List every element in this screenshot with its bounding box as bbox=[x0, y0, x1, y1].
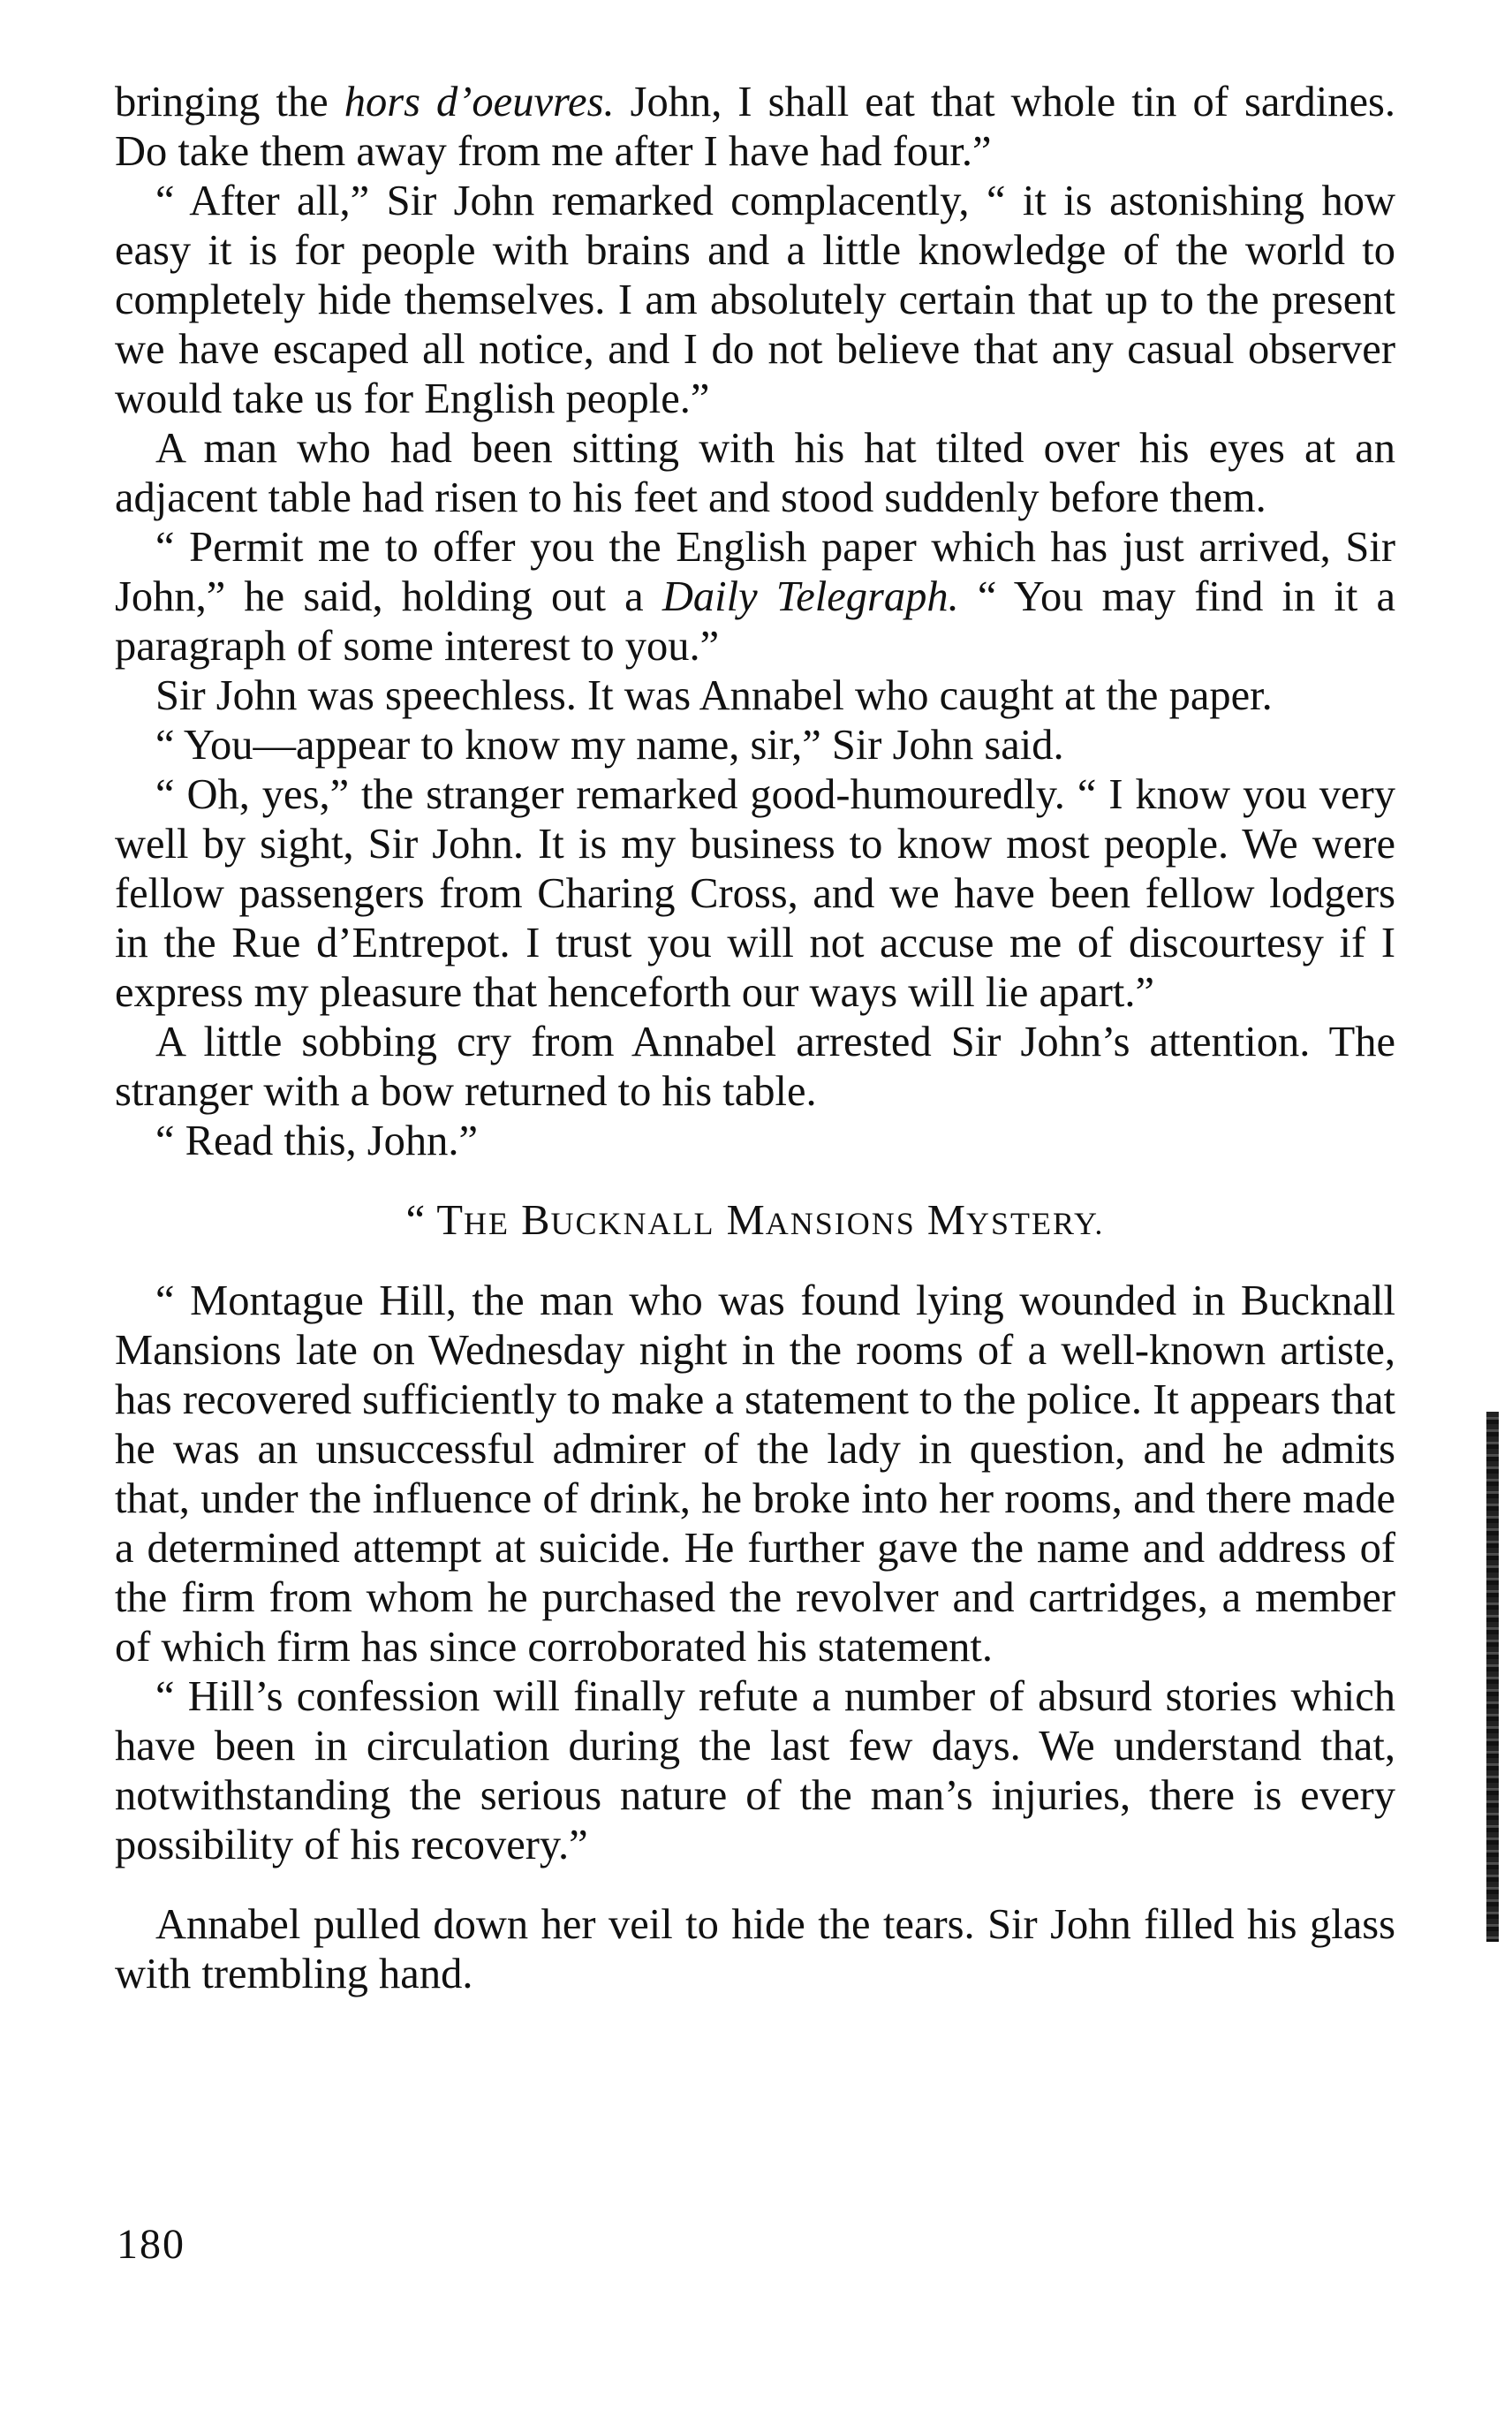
text-run: bringing the bbox=[115, 79, 344, 125]
text-run: John, I shall eat that whole tin of sardines. Do take them away from me after I have had four.” bbox=[115, 79, 1395, 175]
italic-text: hors d’oeuvres. bbox=[344, 79, 615, 125]
paragraph: Annabel pulled down her veil to hide the tears. Sir John filled his glass with trembling hand. bbox=[115, 1901, 1395, 1997]
paragraph: Sir John was speechless. It was Annabel who caught at the paper. bbox=[155, 672, 1273, 719]
text-run: “ Permit me to offer you the English paper which has just arrived, Sir John,” he said, holding out a bbox=[115, 524, 1395, 620]
paragraph bbox=[115, 523, 1395, 671]
paragraph: “ You—appear to know my name, sir,” Sir John said. bbox=[155, 722, 1064, 769]
article-heading: “ THE BUCKNALL MANSIONS MYSTERY. bbox=[405, 1197, 1105, 1244]
text-run: “ You may find in it a paragraph of some interest to you.” bbox=[115, 573, 1395, 670]
paragraph: “ Hill’s confession will finally refute a number of absurd stories which have been in circulation during the last few days. We understand that, notwithstanding the serious nature of the man’s injuries, there is every possibility of his recovery.” bbox=[115, 1673, 1395, 1868]
quoted-article bbox=[115, 1277, 1395, 1870]
paragraph: “ After all,” Sir John remarked complacently, “ it is astonishing how easy it is for people with brains and a little knowledge of the world to completely hide themselves. I am absolutely certain that up to the present we have escaped all notice, and I do not believe that any casual observer would take us for English people.” bbox=[115, 178, 1395, 422]
paragraph: “ Montague Hill, the man who was found lying wounded in Bucknall Mansions late on Wednesday night in the rooms of a well-known artiste, has recovered sufficiently to make a statement to the police. It appears that he was an unsuccessful admirer of the lady in question, and he admits that, under the influence of drink, he broke into her rooms, and there made a determined attempt at suicide. He further gave the name and address of the firm from whom he purchased the revolver and cartridges, a member of which firm has since corroborated his statement. bbox=[115, 1277, 1395, 1671]
spacer bbox=[115, 1870, 1395, 1900]
main-text bbox=[115, 78, 1395, 1166]
paragraph: A little sobbing cry from Annabel arrested Sir John’s attention. The stranger with a bow returned to his table. bbox=[115, 1019, 1395, 1115]
paragraph: “ Oh, yes,” the stranger remarked good-humouredly. “ I know you very well by sight, Sir John. It is my business to know most people. We were fellow passengers from Charing Cross, and we have been fellow lodgers in the Rue d’Entrepot. I trust you will not accuse me of discourtesy if I express my pleasure that henceforth our ways will lie apart.” bbox=[115, 771, 1395, 1016]
scan-edge-mark bbox=[1486, 1412, 1499, 1942]
paragraph: A man who had been sitting with his hat tilted over his eyes at an adjacent table had risen to his feet and stood suddenly before them. bbox=[115, 425, 1395, 521]
page-body bbox=[115, 78, 1395, 1999]
paragraph bbox=[115, 78, 1395, 177]
paragraph: “ Read this, John.” bbox=[155, 1118, 479, 1164]
italic-text: Daily Telegraph. bbox=[662, 573, 959, 620]
page-number: 180 bbox=[117, 2221, 185, 2268]
closing-text bbox=[115, 1900, 1395, 1999]
